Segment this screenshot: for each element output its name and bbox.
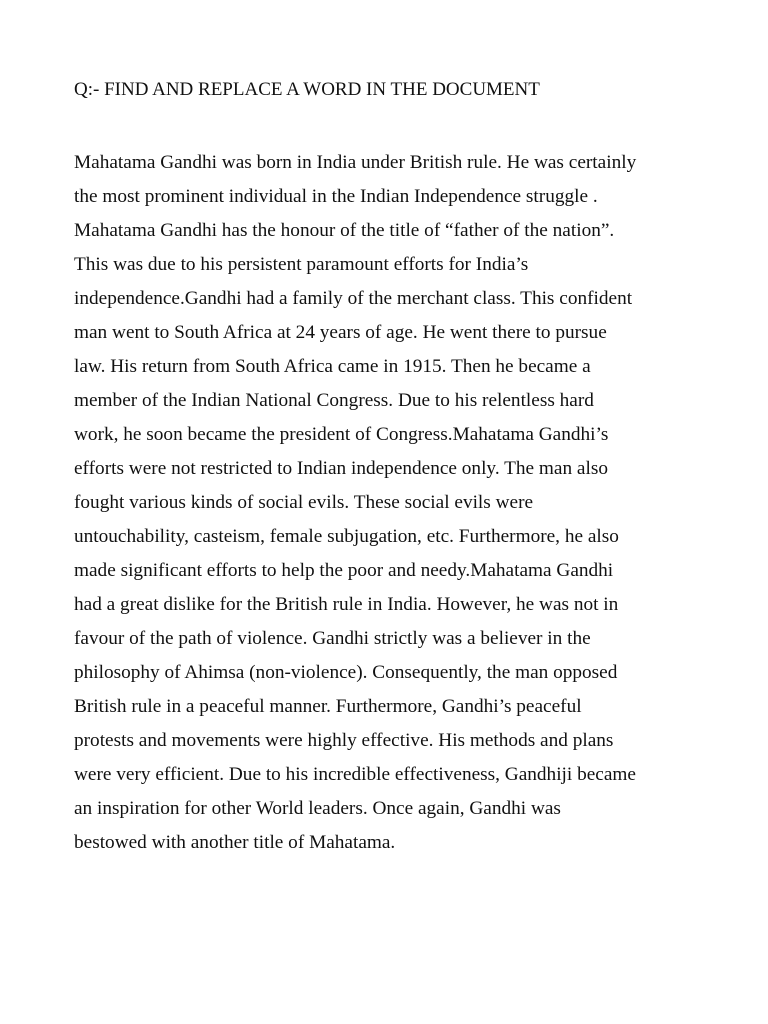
body-line: untouchability, casteism, female subjugation, etc. Furthermore, he also <box>74 526 619 547</box>
body-line: This was due to his persistent paramount efforts for India’s <box>74 254 529 275</box>
body-line: philosophy of Ahimsa (non-violence). Consequently, the man opposed <box>74 662 618 683</box>
document-heading: Q:- FIND AND REPLACE A WORD IN THE DOCUMENT <box>74 79 540 100</box>
body-line: work, he soon became the president of Congress.Mahatama Gandhi’s <box>74 424 609 445</box>
body-line: law. His return from South Africa came in 1915. Then he became a <box>74 356 591 377</box>
body-line: British rule in a peaceful manner. Furthermore, Gandhi’s peaceful <box>74 696 582 717</box>
body-line: favour of the path of violence. Gandhi strictly was a believer in the <box>74 628 591 649</box>
body-line: Mahatama Gandhi has the honour of the title of “father of the nation”. <box>74 220 615 241</box>
body-line: protests and movements were highly effective. His methods and plans <box>74 730 614 751</box>
body-line: man went to South Africa at 24 years of age. He went there to pursue <box>74 322 607 343</box>
body-line: made significant efforts to help the poor and needy.Mahatama Gandhi <box>74 560 614 581</box>
body-line: bestowed with another title of Mahatama. <box>74 832 396 853</box>
body-line: had a great dislike for the British rule in India. However, he was not in <box>74 594 619 615</box>
document-body <box>74 146 714 860</box>
body-line: fought various kinds of social evils. These social evils were <box>74 492 534 513</box>
body-line: were very efficient. Due to his incredible effectiveness, Gandhiji became <box>74 764 636 785</box>
body-line: member of the Indian National Congress. Due to his relentless hard <box>74 390 594 411</box>
body-line: an inspiration for other World leaders. Once again, Gandhi was <box>74 798 561 819</box>
body-line: independence.Gandhi had a family of the merchant class. This confident <box>74 288 633 309</box>
body-line: the most prominent individual in the Indian Independence struggle . <box>74 186 598 207</box>
body-line: efforts were not restricted to Indian independence only. The man also <box>74 458 608 479</box>
body-line: Mahatama Gandhi was born in India under British rule. He was certainly <box>74 152 637 173</box>
